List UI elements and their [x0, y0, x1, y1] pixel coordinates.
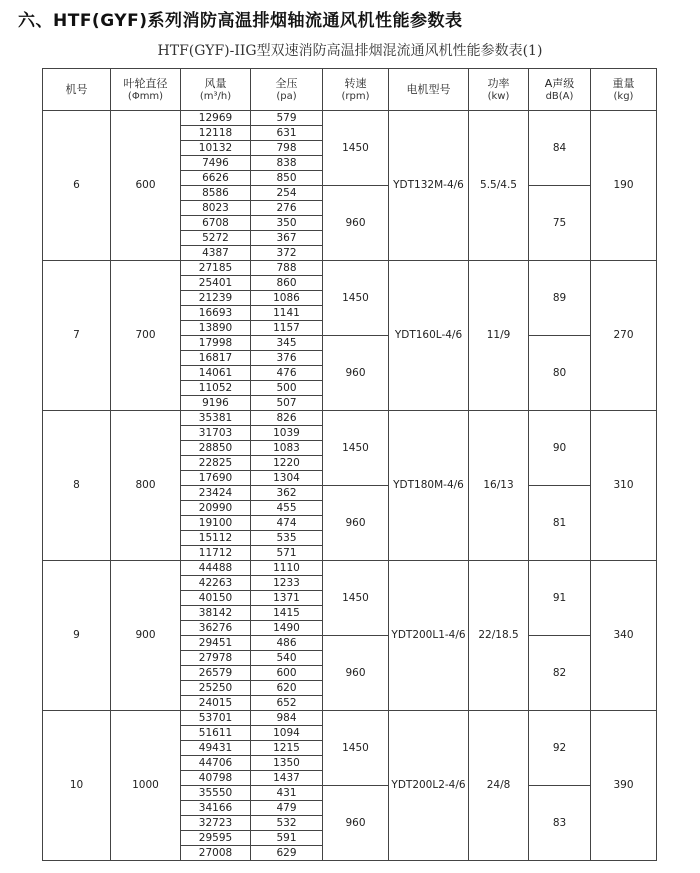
pressure-cell: 1415: [251, 606, 323, 621]
pressure-cell: 1215: [251, 741, 323, 756]
flow-cell: 26579: [181, 666, 251, 681]
flow-cell: 32723: [181, 816, 251, 831]
diameter-cell: 600: [111, 111, 181, 261]
flow-cell: 12118: [181, 126, 251, 141]
header-label: 机号: [65, 83, 88, 96]
flow-cell: 17998: [181, 336, 251, 351]
speed-cell: 960: [323, 186, 389, 261]
weight-cell: 270: [591, 261, 657, 411]
weight-cell: 190: [591, 111, 657, 261]
pressure-cell: 652: [251, 696, 323, 711]
pressure-cell: 376: [251, 351, 323, 366]
flow-cell: 11052: [181, 381, 251, 396]
noise-cell: 82: [529, 636, 591, 711]
noise-cell: 91: [529, 561, 591, 636]
flow-cell: 38142: [181, 606, 251, 621]
pressure-cell: 1304: [251, 471, 323, 486]
pressure-cell: 1086: [251, 291, 323, 306]
header-unit: (pa): [276, 90, 297, 102]
pressure-cell: 455: [251, 501, 323, 516]
flow-cell: 20990: [181, 501, 251, 516]
noise-cell: 89: [529, 261, 591, 336]
pressure-cell: 507: [251, 396, 323, 411]
pressure-cell: 532: [251, 816, 323, 831]
pressure-cell: 372: [251, 246, 323, 261]
flow-cell: 15112: [181, 531, 251, 546]
header-noise-level: [529, 69, 591, 111]
noise-cell: 84: [529, 111, 591, 186]
weight-cell: 390: [591, 711, 657, 861]
diameter-cell: 900: [111, 561, 181, 711]
power-cell: 5.5/4.5: [469, 111, 529, 261]
pressure-cell: 500: [251, 381, 323, 396]
flow-cell: 27008: [181, 846, 251, 861]
flow-cell: 5272: [181, 231, 251, 246]
table-row: [43, 411, 657, 426]
table-row: [43, 711, 657, 726]
pressure-cell: 1371: [251, 591, 323, 606]
header-label: 电机型号: [406, 83, 451, 96]
pressure-cell: 860: [251, 276, 323, 291]
pressure-cell: 345: [251, 336, 323, 351]
speed-cell: 1450: [323, 711, 389, 786]
header-power: [469, 69, 529, 111]
flow-cell: 51611: [181, 726, 251, 741]
header-label: 功率: [487, 76, 510, 90]
flow-cell: 22825: [181, 456, 251, 471]
flow-cell: 29451: [181, 636, 251, 651]
noise-cell: 80: [529, 336, 591, 411]
header-label: 重量: [612, 76, 635, 90]
motor-cell: YDT200L2-4/6: [389, 711, 469, 861]
pressure-cell: 350: [251, 216, 323, 231]
flow-cell: 25250: [181, 681, 251, 696]
speed-cell: 1450: [323, 561, 389, 636]
flow-cell: 40798: [181, 771, 251, 786]
machine-no-cell: 9: [43, 561, 111, 711]
header-label: 全压: [275, 76, 298, 90]
flow-cell: 28850: [181, 441, 251, 456]
header-unit: (Φmm): [127, 90, 164, 102]
flow-cell: 35381: [181, 411, 251, 426]
speed-cell: 960: [323, 636, 389, 711]
flow-cell: 40150: [181, 591, 251, 606]
header-weight: [591, 69, 657, 111]
header-unit: dB(A): [545, 90, 574, 102]
table-subtitle: HTF(GYF)-IIG型双速消防高温排烟混流通风机性能参数表(1): [157, 43, 543, 59]
machine-no-cell: 7: [43, 261, 111, 411]
header-row: [43, 69, 657, 111]
noise-cell: 83: [529, 786, 591, 861]
flow-cell: 17690: [181, 471, 251, 486]
flow-cell: 53701: [181, 711, 251, 726]
flow-cell: 21239: [181, 291, 251, 306]
flow-cell: 31703: [181, 426, 251, 441]
pressure-cell: 1094: [251, 726, 323, 741]
noise-cell: 90: [529, 411, 591, 486]
speed-cell: 960: [323, 486, 389, 561]
header-air-flow: [181, 69, 251, 111]
flow-cell: 8023: [181, 201, 251, 216]
pressure-cell: 798: [251, 141, 323, 156]
pressure-cell: 1039: [251, 426, 323, 441]
pressure-cell: 631: [251, 126, 323, 141]
pressure-cell: 1490: [251, 621, 323, 636]
pressure-cell: 591: [251, 831, 323, 846]
flow-cell: 16693: [181, 306, 251, 321]
pressure-cell: 600: [251, 666, 323, 681]
pressure-cell: 629: [251, 846, 323, 861]
header-label: A声级: [544, 76, 575, 90]
pressure-cell: 1220: [251, 456, 323, 471]
flow-cell: 35550: [181, 786, 251, 801]
pressure-cell: 474: [251, 516, 323, 531]
pressure-cell: 838: [251, 156, 323, 171]
flow-cell: 9196: [181, 396, 251, 411]
pressure-cell: 1350: [251, 756, 323, 771]
header-total-pressure: [251, 69, 323, 111]
speed-cell: 1450: [323, 111, 389, 186]
diameter-cell: 700: [111, 261, 181, 411]
flow-cell: 44488: [181, 561, 251, 576]
speed-cell: 1450: [323, 261, 389, 336]
performance-table: [42, 68, 657, 861]
flow-cell: 8586: [181, 186, 251, 201]
power-cell: 24/8: [469, 711, 529, 861]
pressure-cell: 431: [251, 786, 323, 801]
flow-cell: 23424: [181, 486, 251, 501]
flow-cell: 34166: [181, 801, 251, 816]
weight-cell: 310: [591, 411, 657, 561]
flow-cell: 16817: [181, 351, 251, 366]
flow-cell: 29595: [181, 831, 251, 846]
table-row: [43, 261, 657, 276]
noise-cell: 75: [529, 186, 591, 261]
speed-cell: 1450: [323, 411, 389, 486]
flow-cell: 25401: [181, 276, 251, 291]
pressure-cell: 826: [251, 411, 323, 426]
table-row: [43, 111, 657, 126]
diameter-cell: 1000: [111, 711, 181, 861]
pressure-cell: 620: [251, 681, 323, 696]
flow-cell: 10132: [181, 141, 251, 156]
flow-cell: 24015: [181, 696, 251, 711]
header-unit: (kw): [487, 90, 510, 102]
header-unit: (kg): [613, 90, 634, 102]
weight-cell: 340: [591, 561, 657, 711]
pressure-cell: 571: [251, 546, 323, 561]
motor-cell: YDT132M-4/6: [389, 111, 469, 261]
motor-cell: YDT180M-4/6: [389, 411, 469, 561]
header-label: 风量: [204, 76, 227, 90]
flow-cell: 6708: [181, 216, 251, 231]
header-label: 转速: [344, 76, 367, 90]
diameter-cell: 800: [111, 411, 181, 561]
flow-cell: 36276: [181, 621, 251, 636]
pressure-cell: 367: [251, 231, 323, 246]
header-label: 叶轮直径: [123, 76, 168, 90]
machine-no-cell: 6: [43, 111, 111, 261]
noise-cell: 92: [529, 711, 591, 786]
header-machine-no: [43, 69, 111, 111]
pressure-cell: 579: [251, 111, 323, 126]
power-cell: 11/9: [469, 261, 529, 411]
pressure-cell: 788: [251, 261, 323, 276]
pressure-cell: 540: [251, 651, 323, 666]
header-unit: (rpm): [341, 90, 370, 102]
noise-cell: 81: [529, 486, 591, 561]
flow-cell: 4387: [181, 246, 251, 261]
pressure-cell: 1437: [251, 771, 323, 786]
flow-cell: 13890: [181, 321, 251, 336]
flow-cell: 27185: [181, 261, 251, 276]
pressure-cell: 276: [251, 201, 323, 216]
machine-no-cell: 8: [43, 411, 111, 561]
flow-cell: 11712: [181, 546, 251, 561]
speed-cell: 960: [323, 336, 389, 411]
flow-cell: 6626: [181, 171, 251, 186]
motor-cell: YDT160L-4/6: [389, 261, 469, 411]
flow-cell: 7496: [181, 156, 251, 171]
pressure-cell: 850: [251, 171, 323, 186]
flow-cell: 49431: [181, 741, 251, 756]
pressure-cell: 254: [251, 186, 323, 201]
power-cell: 16/13: [469, 411, 529, 561]
header-speed: [323, 69, 389, 111]
flow-cell: 12969: [181, 111, 251, 126]
table-row: [43, 561, 657, 576]
pressure-cell: 1110: [251, 561, 323, 576]
pressure-cell: 476: [251, 366, 323, 381]
machine-no-cell: 10: [43, 711, 111, 861]
pressure-cell: 1141: [251, 306, 323, 321]
pressure-cell: 984: [251, 711, 323, 726]
motor-cell: YDT200L1-4/6: [389, 561, 469, 711]
flow-cell: 14061: [181, 366, 251, 381]
speed-cell: 960: [323, 786, 389, 861]
flow-cell: 44706: [181, 756, 251, 771]
pressure-cell: 1233: [251, 576, 323, 591]
pressure-cell: 362: [251, 486, 323, 501]
flow-cell: 27978: [181, 651, 251, 666]
page-title: 六、HTF(GYF)系列消防高温排烟轴流通风机性能参数表: [18, 11, 463, 31]
pressure-cell: 486: [251, 636, 323, 651]
header-impeller-diameter: [111, 69, 181, 111]
pressure-cell: 1083: [251, 441, 323, 456]
pressure-cell: 1157: [251, 321, 323, 336]
header-unit: (m³/h): [199, 90, 232, 102]
pressure-cell: 479: [251, 801, 323, 816]
pressure-cell: 535: [251, 531, 323, 546]
power-cell: 22/18.5: [469, 561, 529, 711]
header-motor-model: [389, 69, 469, 111]
flow-cell: 19100: [181, 516, 251, 531]
flow-cell: 42263: [181, 576, 251, 591]
